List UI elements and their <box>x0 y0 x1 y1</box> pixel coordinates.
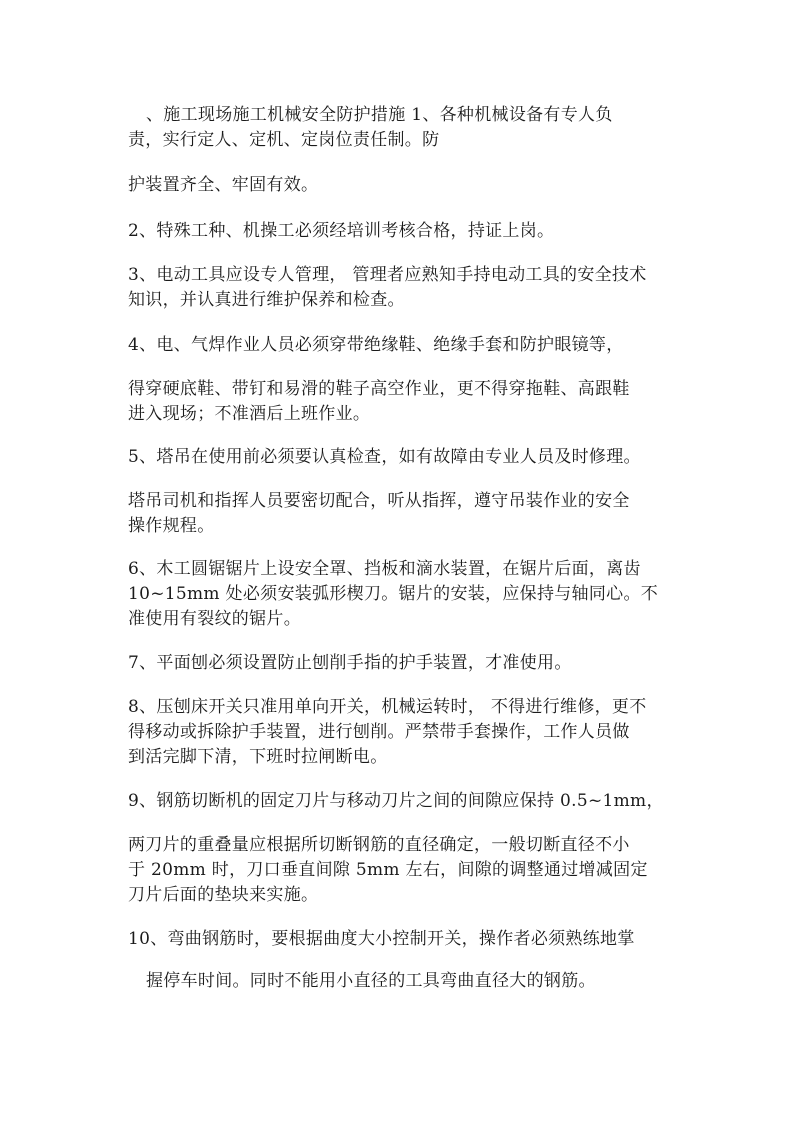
text-line: 得穿硬底鞋、带钉和易滑的鞋子高空作业，更不得穿拖鞋、高跟鞋 <box>128 379 630 399</box>
text-line: 4、电、气焊作业人员必须穿带绝缘鞋、绝缘手套和防护眼镜等， <box>128 335 624 355</box>
text-line: 进入现场；不准酒后上班作业。 <box>128 404 371 424</box>
text-line: 3、电动工具应设专人管理， 管理者应熟知手持电动工具的安全技术 <box>128 265 647 285</box>
paragraph-6 <box>128 377 688 427</box>
text-line: 10、弯曲钢筋时，要根据曲度大小控制开关，操作者必须熟练地掌 <box>128 929 635 949</box>
text-line: 7、平面刨必须设置防止刨削手指的护手装置，才准使用。 <box>128 653 572 673</box>
paragraph-14 <box>128 927 688 952</box>
text-line: 两刀片的重叠量应根据所切断钢筋的直径确定，一般切断直径不小 <box>128 835 630 855</box>
paragraph-15 <box>128 969 688 994</box>
text-line: 得移动或拆除护手装置，进行刨削。严禁带手套操作，工作人员做 <box>128 722 630 742</box>
paragraph-8 <box>128 489 688 539</box>
text-line: 5、塔吊在使用前必须要认真检查，如有故障由专业人员及时修理。 <box>128 447 641 467</box>
text-line: 到活完脚下清，下班时拉闸断电。 <box>128 747 388 767</box>
paragraph-12 <box>128 789 688 814</box>
paragraph-7 <box>128 445 688 470</box>
paragraph-10 <box>128 651 688 676</box>
text-line: 护装置齐全、牢固有效。 <box>128 175 319 195</box>
text-line: 9、钢筋切断机的固定刀片与移动刀片之间的间隙应保持 0.5~1mm， <box>128 791 664 811</box>
text-line: 刀片后面的垫块来实施。 <box>128 885 319 905</box>
paragraph-2 <box>128 173 688 198</box>
text-line: 准使用有裂纹的锯片。 <box>128 609 301 629</box>
paragraph-9 <box>128 557 688 632</box>
text-line: 握停车时间。同时不能用小直径的工具弯曲直径大的钢筋。 <box>146 971 596 991</box>
paragraph-4 <box>128 263 688 313</box>
text-line: 8、压刨床开关只准用单向开关，机械运转时， 不得进行维修，更不 <box>128 697 647 717</box>
text-line: 2、特殊工种、机操工必须经培训考核合格，持证上岗。 <box>128 221 555 241</box>
paragraph-1 <box>128 103 688 153</box>
text-line: 10~15mm 处必须安装弧形楔刀。锯片的安装，应保持与轴同心。不 <box>128 584 659 604</box>
text-line: 责，实行定人、定机、定岗位责任制。防 <box>128 130 440 150</box>
paragraph-13 <box>128 833 688 908</box>
text-line: 于 20mm 时，刀口垂直间隙 5mm 左右，间隙的调整通过增减固定 <box>128 860 648 880</box>
text-line: 6、木工圆锯锯片上设安全罩、挡板和滴水装置，在锯片后面，离齿 <box>128 559 641 579</box>
text-line: 塔吊司机和指挥人员要密切配合，听从指挥，遵守吊装作业的安全 <box>128 491 630 511</box>
paragraph-5 <box>128 333 688 358</box>
paragraph-3 <box>128 219 688 244</box>
text-line: 知识，并认真进行维护保养和检查。 <box>128 290 405 310</box>
text-line: 操作规程。 <box>128 516 215 536</box>
text-line: 、施工现场施工机械安全防护措施 1、各种机械设备有专人负 <box>146 105 613 125</box>
paragraph-11 <box>128 695 688 770</box>
